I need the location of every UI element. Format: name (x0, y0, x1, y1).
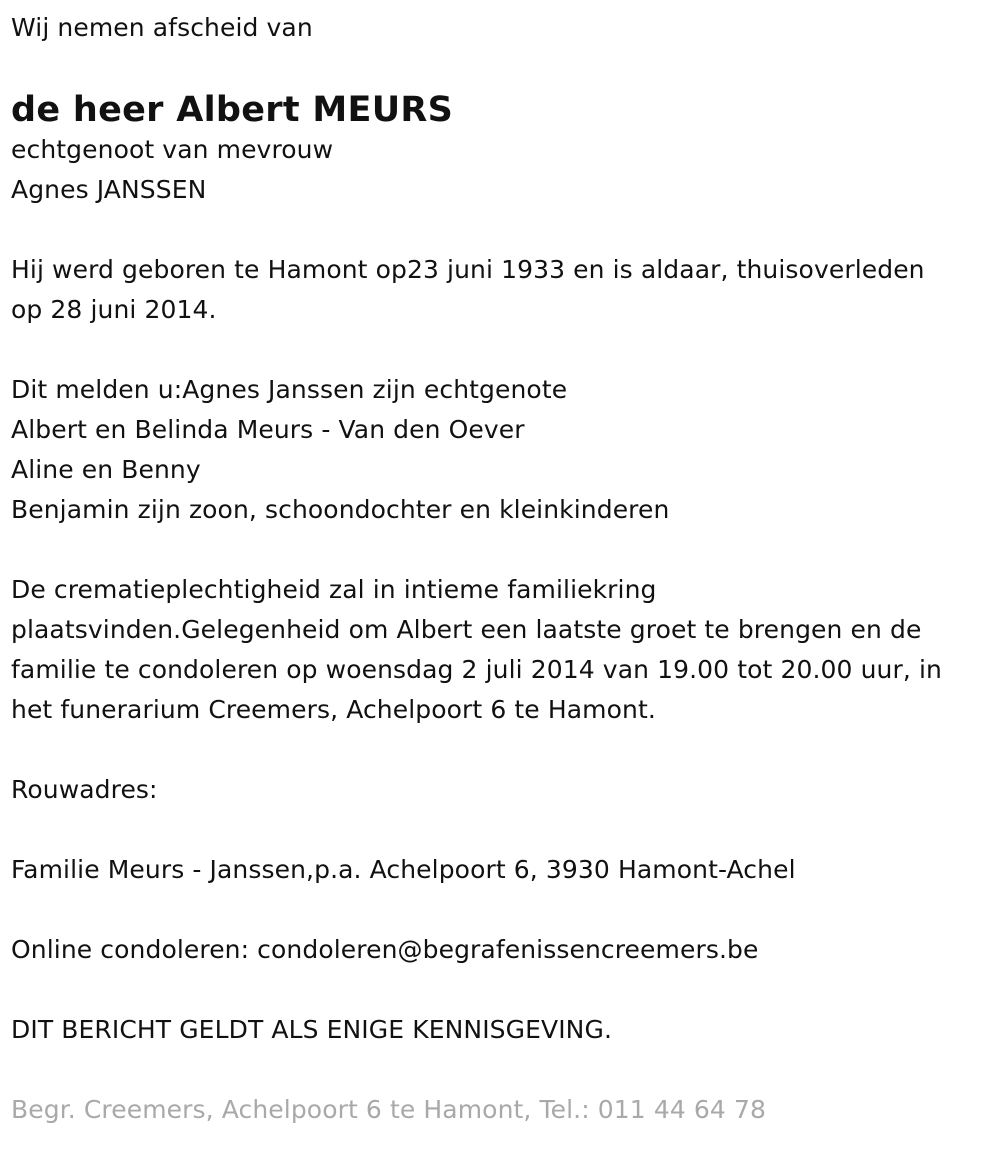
mourning-address-block (11, 850, 989, 890)
spouse-line-1: echtgenoot van mevrouw (11, 135, 334, 164)
birth-death-line-1: Hij werd geboren te Hamont op23 juni 1933 en is aldaar, thuisoverleden (11, 255, 925, 284)
online-condolence: Online condoleren: condoleren@begrafenissencreemers.be (11, 935, 759, 964)
birth-death-line-2: op 28 juni 2014. (11, 295, 217, 324)
announcer-line: Albert en Belinda Meurs - Van den Oever (11, 415, 525, 444)
spouse-name: Agnes JANSSEN (11, 175, 207, 204)
online-condolence-block (11, 930, 989, 970)
mourning-address: Familie Meurs - Janssen,p.a. Achelpoort 6, 3930 Hamont-Achel (11, 855, 796, 884)
birth-death-block (11, 250, 989, 330)
mourning-address-label-block (11, 770, 989, 810)
footer-block (11, 1090, 989, 1130)
spouse-block (11, 130, 989, 210)
ceremony-line: De crematieplechtigheid zal in intieme familiekring (11, 575, 657, 604)
ceremony-block (11, 570, 989, 730)
notice-block (11, 1010, 989, 1050)
announcer-line: Aline en Benny (11, 455, 201, 484)
announcers-block (11, 370, 989, 530)
announcer-line: Dit melden u:Agnes Janssen zijn echtgenote (11, 375, 568, 404)
announcer-line: Benjamin zijn zoon, schoondochter en kleinkinderen (11, 495, 670, 524)
deceased-name: de heer Albert MEURS (11, 90, 454, 130)
official-notice: DIT BERICHT GELDT ALS ENIGE KENNISGEVING. (11, 1015, 612, 1044)
ceremony-line: plaatsvinden.Gelegenheid om Albert een laatste groet te brengen en de (11, 615, 922, 644)
intro-text: Wij nemen afscheid van (11, 13, 313, 42)
mourning-address-label: Rouwadres: (11, 775, 158, 804)
ceremony-line: het funerarium Creemers, Achelpoort 6 te Hamont. (11, 695, 656, 724)
funeral-home-footer: Begr. Creemers, Achelpoort 6 te Hamont, Tel.: 011 44 64 78 (11, 1095, 766, 1124)
ceremony-line: familie te condoleren op woensdag 2 juli 2014 van 19.00 tot 20.00 uur, in (11, 655, 942, 684)
